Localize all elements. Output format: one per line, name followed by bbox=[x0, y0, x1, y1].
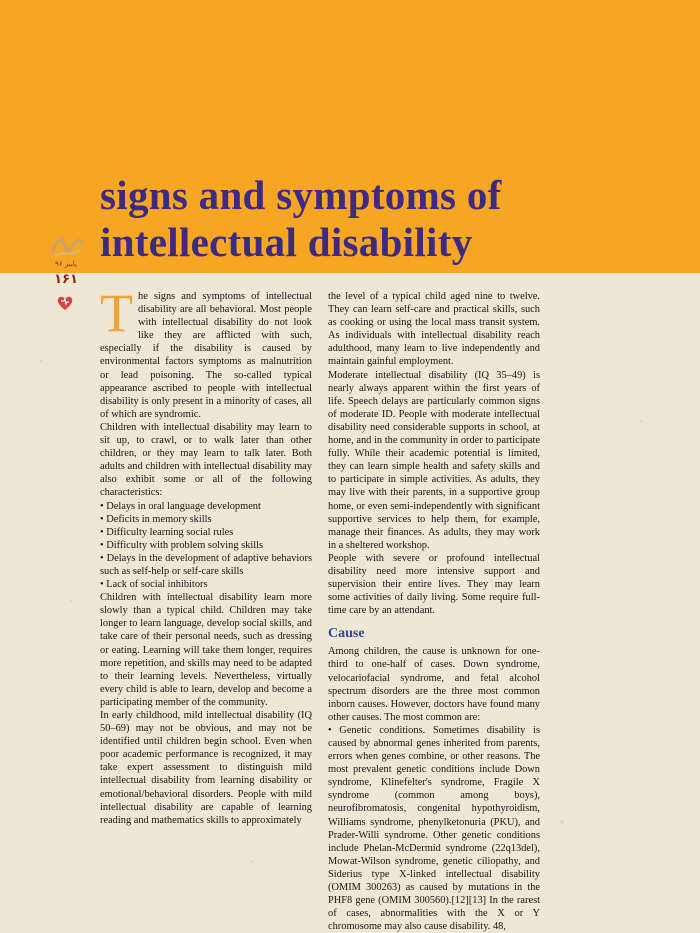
paper-texture bbox=[70, 600, 72, 602]
intro-text: he signs and symptoms of intellectual disability are all behavioral. Most people with intellectual disability do not look like they are afflicted with such, especially if the disability is caused by environmental factors symptoms as malnutrition or lead poisoning. The so-called typical appearance ascribed to people with intellectual disability is only present in a minority of cases, all of which are syndromic. bbox=[100, 291, 312, 420]
list-item: • Delays in oral language development bbox=[100, 500, 261, 512]
list-item: • Delays in the development of adaptive behaviors such as self-help or self-care skills bbox=[100, 552, 312, 577]
drop-cap: T bbox=[100, 283, 133, 343]
characteristics-list bbox=[100, 500, 312, 592]
list-item: • Difficulty with problem solving skills bbox=[100, 539, 264, 551]
paragraph: Children with intellectual disability may learn to sit up, to crawl, or to walk later than other children, or they may learn to talk later. Both adults and children with intellectual disability may also exhibit some or all of the following characteristics: bbox=[100, 421, 312, 499]
paragraph: People with severe or profound intellectual disability need more intensive support and supervision their entire lives. They may learn some activities of daily living. Some require full-time care by an attendant. bbox=[328, 552, 540, 617]
page-title bbox=[100, 172, 502, 266]
paper-texture bbox=[40, 360, 43, 363]
paragraph: the level of a typical child aged nine to twelve. They can learn self-care and practical skills, such as cooking or using the local mass transit system. As individuals with intellectual disability reach adulthood, many learn to live independently and maintain gainful employment. bbox=[328, 291, 540, 368]
paragraph: In early childhood, mild intellectual disability (IQ 50–69) may not be obvious, and may not be identified until children begin school. Even when poor academic performance is recognized, it may take expert assessment to distinguish mild intellectual disability from learning disability or emotional/behavioral disorders. People with mild intellectual disability are capable of learning reading and mathematics skills to approximately bbox=[100, 710, 312, 826]
paragraph: Among children, the cause is unknown for one-third to one-half of cases. Down syndrome, velocariofacial syndrome, and fetal alcohol spectrum disorders are the three most common inborn causes. However, doctors have found many other causes. The most common are: bbox=[328, 646, 540, 723]
paragraph: Moderate intellectual disability (IQ 35–49) is nearly always apparent within the first years of life. Speech delays are particularly common signs of moderate ID. People with moderate intellectual disability need considerable supports in school, at home, and in the community in order to participate fully. While their academic potential is limited, they can learn simple health and safety skills and to participate in simple activities. As adults, they may live with their parents, in a supportive group home, or even semi-independently with significant supportive services to help them, for example, manage their finances. As adults, they may work in a sheltered workshop. bbox=[328, 369, 540, 551]
list-item: • Difficulty learning social rules bbox=[100, 526, 234, 538]
list-item: • Lack of social inhibitors bbox=[100, 579, 208, 591]
paragraph: Children with intellectual disability learn more slowly than a typical child. Children may take longer to learn language, develop social skills, and take care of their personal needs, such as dressing or eating. Learning will take them longer, requires more repetition, and skills may need to be adapted to their learning levels. Nevertheless, virtually every child is able to learn, develop and become a participating member of the community. bbox=[100, 592, 312, 708]
intro-paragraph bbox=[100, 283, 312, 421]
paper-texture bbox=[640, 420, 643, 423]
magazine-brand bbox=[36, 228, 96, 316]
article-column-right bbox=[328, 290, 540, 933]
section-heading-cause: Cause bbox=[328, 626, 365, 642]
paragraph: • Genetic conditions. Sometimes disability is caused by abnormal genes inherited from parents, errors when genes combine, or other reasons. The most prevalent genetic conditions include Down syndrome, Klinefelter's syndrome, Fragile X syndrome (common among boys), neurofibromatosis, congenital hypothyroidism, Williams syndrome, phenylketonuria (PKU), and Prader-Willi syndrome. Other genetic conditions include Phelan-McDermid syndrome (22q13del), Mowat-Wilson syndrome, genetic ciliopathy, and Siderius type X-linked intellectual disability (OMIM 300263) as caused by mutations in the PHF8 gene (OMIM 300560).[12][13] In the rarest of cases, abnormalities with the X or Y chromosome may also cause disability. 48, bbox=[328, 724, 540, 933]
issue-label: پاییز ۹۶ bbox=[55, 260, 77, 268]
magazine-logo-icon bbox=[50, 234, 84, 260]
title-line-2: intellectual disability bbox=[100, 219, 473, 265]
paper-texture bbox=[250, 860, 253, 863]
paper-texture bbox=[560, 820, 564, 824]
heart-icon bbox=[56, 294, 74, 312]
list-item: • Deficits in memory skills bbox=[100, 513, 212, 525]
page-number: ۱۶۱ bbox=[54, 272, 78, 287]
title-line-1: signs and symptoms of bbox=[100, 172, 502, 218]
article-column-left bbox=[100, 283, 312, 827]
